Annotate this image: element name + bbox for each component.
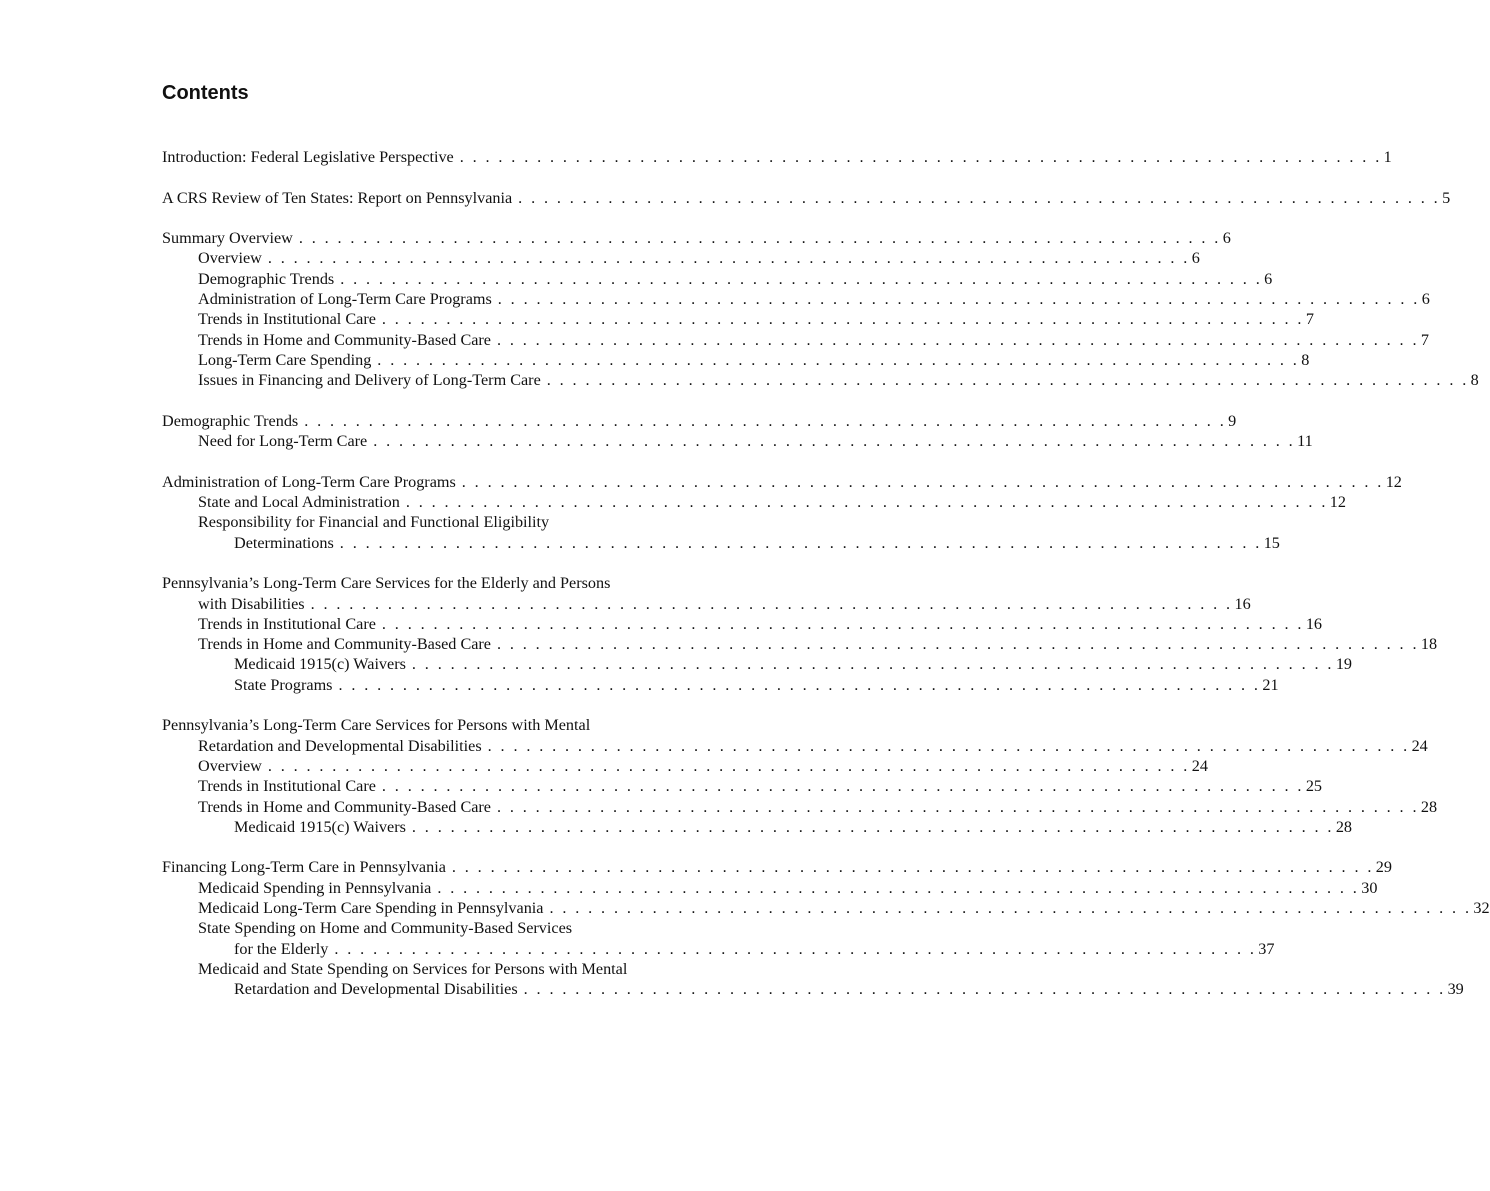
dot-leader: . . . . . . . . . . . . . . . . . . . . . . . . . . . . . . . . . . . . . . . . . . . . . . . . . . . . . . . . . . . . . . . . . . . . . . . . <box>377 350 1300 369</box>
dot-leader: . . . . . . . . . . . . . . . . . . . . . . . . . . . . . . . . . . . . . . . . . . . . . . . . . . . . . . . . . . . . . . . . . . . . . . . . <box>549 898 1472 917</box>
toc-entry-title: Introduction: Federal Legislative Perspective <box>162 148 454 166</box>
toc-entry-title: State and Local Administration <box>198 493 400 512</box>
toc-entry-title: Overview <box>198 249 262 268</box>
toc-entry-page: 30 <box>1361 878 1378 897</box>
toc-entry-page: 15 <box>1263 533 1280 552</box>
toc-entry-continuation[interactable] <box>162 939 1275 959</box>
dot-leader: . . . . . . . . . . . . . . . . . . . . . . . . . . . . . . . . . . . . . . . . . . . . . . . . . . . . . . . . . . . . . . . . . . . . . . . . <box>334 939 1257 958</box>
toc-entry-title: Trends in Institutional Care <box>198 310 376 329</box>
toc-entry-title: Overview <box>198 756 262 775</box>
toc-entry[interactable] <box>162 228 1231 248</box>
dot-leader: . . . . . . . . . . . . . . . . . . . . . . . . . . . . . . . . . . . . . . . . . . . . . . . . . . . . . . . . . . . . . . . . . . . . . . . . <box>411 817 1334 836</box>
toc-entry-title: State Programs <box>234 675 333 694</box>
toc-entry-page: 18 <box>1420 635 1438 654</box>
toc-entry-page: 6 <box>1421 290 1430 309</box>
toc-entry-page: 29 <box>1375 858 1392 877</box>
dot-leader: . . . . . . . . . . . . . . . . . . . . . . . . . . . . . . . . . . . . . . . . . . . . . . . . . . . . . . . . . . . . . . . . . . . . . . . . <box>497 290 1420 309</box>
toc-entry-title: A CRS Review of Ten States: Report on Pennsylvania <box>162 188 513 207</box>
dot-leader: . . . . . . . . . . . . . . . . . . . . . . . . . . . . . . . . . . . . . . . . . . . . . . . . . . . . . . . . . . . . . . . . . . . . . . . . <box>381 614 1304 633</box>
toc-entry-title: Trends in Institutional Care <box>198 777 376 796</box>
toc-entry[interactable] <box>162 411 1237 431</box>
toc-entry-page: 21 <box>1262 675 1279 694</box>
toc-entry-title: State Spending on Home and Community-Based Services <box>198 919 573 938</box>
toc-entry-title: Medicaid 1915(c) Waivers <box>234 817 406 836</box>
toc-entry[interactable] <box>162 614 1322 634</box>
toc-entry-continuation[interactable] <box>162 533 1280 553</box>
toc-entry[interactable] <box>162 756 1208 776</box>
toc-entry[interactable] <box>162 959 759 979</box>
toc-entry[interactable] <box>162 675 1279 695</box>
toc-entry-page: 16 <box>1305 614 1322 633</box>
toc-entry-page: 7 <box>1420 330 1429 349</box>
toc-entry-continuation[interactable] <box>162 594 1251 614</box>
dot-leader: . . . . . . . . . . . . . . . . . . . . . . . . . . . . . . . . . . . . . . . . . . . . . . . . . . . . . . . . . . . . . . . . . . . . . . . . <box>497 635 1419 654</box>
toc-entry-title: Medicaid Long-Term Care Spending in Pennsylvania <box>198 898 544 917</box>
toc-entry-title: Medicaid Spending in Pennsylvania <box>198 878 432 897</box>
toc-entry[interactable] <box>162 918 759 938</box>
toc-entry[interactable] <box>162 512 759 532</box>
toc-entry-page: 8 <box>1301 350 1310 369</box>
dot-leader: . . . . . . . . . . . . . . . . . . . . . . . . . . . . . . . . . . . . . . . . . . . . . . . . . . . . . . . . . . . . . . . . . . . . . . . . <box>310 594 1233 613</box>
toc-entry-page: 11 <box>1297 432 1313 451</box>
toc-entry[interactable] <box>162 431 1313 451</box>
dot-leader: . . . . . . . . . . . . . . . . . . . . . . . . . . . . . . . . . . . . . . . . . . . . . . . . . . . . . . . . . . . . . . . . . . . . . . . . <box>298 229 1221 248</box>
toc-entry-title: Trends in Home and Community-Based Care <box>198 797 491 816</box>
dot-leader: . . . . . . . . . . . . . . . . . . . . . . . . . . . . . . . . . . . . . . . . . . . . . . . . . . . . . . . . . . . . . . . . . . . . . . . . <box>461 472 1384 491</box>
toc-entry[interactable] <box>162 472 1402 492</box>
toc-entry-page: 7 <box>1305 310 1314 329</box>
toc-entry[interactable] <box>162 269 1273 289</box>
toc-entry-continuation[interactable] <box>162 736 1428 756</box>
toc-entry-page: 28 <box>1335 817 1352 836</box>
dot-leader: . . . . . . . . . . . . . . . . . . . . . . . . . . . . . . . . . . . . . . . . . . . . . . . . . . . . . . . . . . . . . . . . . . . . . . . . <box>487 736 1410 755</box>
toc-entry-title: Issues in Financing and Delivery of Long-Term Care <box>198 371 541 390</box>
toc-entry-page: 16 <box>1234 594 1251 613</box>
dot-leader: . . . . . . . . . . . . . . . . . . . . . . . . . . . . . . . . . . . . . . . . . . . . . . . . . . . . . . . . . . . . . . . . . . . . . . . . <box>459 148 1382 166</box>
toc-entry[interactable] <box>162 654 1352 674</box>
toc-entry[interactable] <box>162 573 759 593</box>
dot-leader: . . . . . . . . . . . . . . . . . . . . . . . . . . . . . . . . . . . . . . . . . . . . . . . . . . . . . . . . . . . . . . . . . . . . . . . . <box>267 756 1190 775</box>
toc-entry[interactable] <box>162 776 1322 796</box>
dot-leader: . . . . . . . . . . . . . . . . . . . . . . . . . . . . . . . . . . . . . . . . . . . . . . . . . . . . . . . . . . . . . . . . . . . . . . . . <box>411 655 1334 674</box>
toc-entry-title: Medicaid 1915(c) Waivers <box>234 655 406 674</box>
dot-leader: . . . . . . . . . . . . . . . . . . . . . . . . . . . . . . . . . . . . . . . . . . . . . . . . . . . . . . . . . . . . . . . . . . . . . . . . <box>373 432 1296 451</box>
dot-leader: . . . . . . . . . . . . . . . . . . . . . . . . . . . . . . . . . . . . . . . . . . . . . . . . . . . . . . . . . . . . . . . . . . . . . . . . <box>405 493 1328 512</box>
toc-entry-page: 19 <box>1335 655 1352 674</box>
toc-entry-title: Need for Long-Term Care <box>198 432 368 451</box>
toc-entry-title: Responsibility for Financial and Functional Eligibility <box>198 513 550 532</box>
dot-leader: . . . . . . . . . . . . . . . . . . . . . . . . . . . . . . . . . . . . . . . . . . . . . . . . . . . . . . . . . . . . . . . . . . . . . . . . <box>437 878 1360 897</box>
toc-entry-title: Determinations <box>234 533 334 552</box>
toc-entry[interactable] <box>162 797 1438 817</box>
toc-entry-page: 6 <box>1264 269 1273 288</box>
toc-entry-continuation[interactable] <box>162 979 1464 999</box>
toc-entry-title: Pennsylvania’s Long-Term Care Services for the Elderly and Persons <box>162 574 611 593</box>
toc-entry[interactable] <box>162 715 759 735</box>
dot-leader: . . . . . . . . . . . . . . . . . . . . . . . . . . . . . . . . . . . . . . . . . . . . . . . . . . . . . . . . . . . . . . . . . . . . . . . . <box>546 371 1469 390</box>
toc-entry-page: 37 <box>1258 939 1275 958</box>
toc-entry-title: Trends in Home and Community-Based Care <box>198 330 491 349</box>
dot-leader: . . . . . . . . . . . . . . . . . . . . . . . . . . . . . . . . . . . . . . . . . . . . . . . . . . . . . . . . . . . . . . . . . . . . . . . . <box>523 980 1446 999</box>
toc-entry-page: 25 <box>1305 777 1322 796</box>
dot-leader: . . . . . . . . . . . . . . . . . . . . . . . . . . . . . . . . . . . . . . . . . . . . . . . . . . . . . . . . . . . . . . . . . . . . . . . . <box>451 858 1374 877</box>
dot-leader: . . . . . . . . . . . . . . . . . . . . . . . . . . . . . . . . . . . . . . . . . . . . . . . . . . . . . . . . . . . . . . . . . . . . . . . . <box>381 777 1304 796</box>
toc-entry[interactable] <box>162 878 1378 898</box>
toc-entry[interactable] <box>162 248 1200 268</box>
toc-entry-title: Administration of Long-Term Care Programs <box>162 472 456 491</box>
dot-leader: . . . . . . . . . . . . . . . . . . . . . . . . . . . . . . . . . . . . . . . . . . . . . . . . . . . . . . . . . . . . . . . . . . . . . . . . <box>381 310 1304 329</box>
dot-leader: . . . . . . . . . . . . . . . . . . . . . . . . . . . . . . . . . . . . . . . . . . . . . . . . . . . . . . . . . . . . . . . . . . . . . . . . <box>340 269 1263 288</box>
toc-entry[interactable] <box>162 330 1429 350</box>
toc-entry[interactable] <box>162 350 1310 370</box>
toc-entry-title: Demographic Trends <box>198 269 335 288</box>
dot-leader: . . . . . . . . . . . . . . . . . . . . . . . . . . . . . . . . . . . . . . . . . . . . . . . . . . . . . . . . . . . . . . . . . . . . . . . . <box>338 675 1261 694</box>
toc-entry-page: 12 <box>1329 493 1346 512</box>
toc-entry[interactable] <box>162 857 1392 877</box>
dot-leader: . . . . . . . . . . . . . . . . . . . . . . . . . . . . . . . . . . . . . . . . . . . . . . . . . . . . . . . . . . . . . . . . . . . . . . . . <box>267 249 1190 268</box>
toc-entry[interactable] <box>162 188 1451 208</box>
toc-entry-title: Medicaid and State Spending on Services for Persons with Mental <box>198 959 628 978</box>
toc-entry-title: Retardation and Developmental Disabilities <box>234 980 518 999</box>
toc-entry[interactable] <box>162 289 1430 309</box>
toc-entry-page: 9 <box>1228 411 1237 430</box>
toc-entry[interactable] <box>162 147 1392 167</box>
table-of-contents <box>162 147 1490 999</box>
toc-entry-page: 12 <box>1385 472 1402 491</box>
toc-entry-page: 28 <box>1420 797 1438 816</box>
toc-entry-title: Administration of Long-Term Care Programs <box>198 290 492 309</box>
toc-entry-title: Pennsylvania’s Long-Term Care Services for Persons with Mental <box>162 716 591 735</box>
toc-entry[interactable] <box>162 634 1438 654</box>
toc-entry-page: 24 <box>1411 736 1428 755</box>
toc-entry-title: for the Elderly <box>234 939 329 958</box>
toc-entry-title: with Disabilities <box>198 594 305 613</box>
toc-entry-title: Summary Overview <box>162 229 293 248</box>
toc-entry[interactable] <box>162 817 1352 837</box>
toc-entry[interactable] <box>162 898 1490 918</box>
dot-leader: . . . . . . . . . . . . . . . . . . . . . . . . . . . . . . . . . . . . . . . . . . . . . . . . . . . . . . . . . . . . . . . . . . . . . . . . <box>518 188 1441 207</box>
toc-entry-page: 39 <box>1447 980 1464 999</box>
toc-entry[interactable] <box>162 370 1479 390</box>
toc-entry-title: Trends in Home and Community-Based Care <box>198 635 491 654</box>
toc-entry-title: Financing Long-Term Care in Pennsylvania <box>162 858 446 877</box>
page-title: Contents <box>162 82 249 104</box>
toc-entry-title: Demographic Trends <box>162 411 299 430</box>
toc-entry-page: 5 <box>1442 188 1451 207</box>
toc-entry-page: 1 <box>1383 148 1392 166</box>
toc-entry-title: Trends in Institutional Care <box>198 614 376 633</box>
toc-entry-page: 6 <box>1222 229 1231 248</box>
toc-entry-page: 32 <box>1473 898 1490 917</box>
toc-entry-page: 6 <box>1191 249 1200 268</box>
toc-entry-title: Long-Term Care Spending <box>198 350 372 369</box>
toc-entry-page: 8 <box>1470 371 1479 390</box>
dot-leader: . . . . . . . . . . . . . . . . . . . . . . . . . . . . . . . . . . . . . . . . . . . . . . . . . . . . . . . . . . . . . . . . . . . . . . . . <box>339 533 1262 552</box>
toc-entry[interactable] <box>162 492 1346 512</box>
toc-entry[interactable] <box>162 309 1314 329</box>
dot-leader: . . . . . . . . . . . . . . . . . . . . . . . . . . . . . . . . . . . . . . . . . . . . . . . . . . . . . . . . . . . . . . . . . . . . . . . . <box>304 411 1227 430</box>
dot-leader: . . . . . . . . . . . . . . . . . . . . . . . . . . . . . . . . . . . . . . . . . . . . . . . . . . . . . . . . . . . . . . . . . . . . . . . . <box>497 797 1419 816</box>
toc-entry-page: 24 <box>1191 756 1208 775</box>
dot-leader: . . . . . . . . . . . . . . . . . . . . . . . . . . . . . . . . . . . . . . . . . . . . . . . . . . . . . . . . . . . . . . . . . . . . . . . . <box>497 330 1419 349</box>
toc-entry-title: Retardation and Developmental Disabilities <box>198 736 482 755</box>
